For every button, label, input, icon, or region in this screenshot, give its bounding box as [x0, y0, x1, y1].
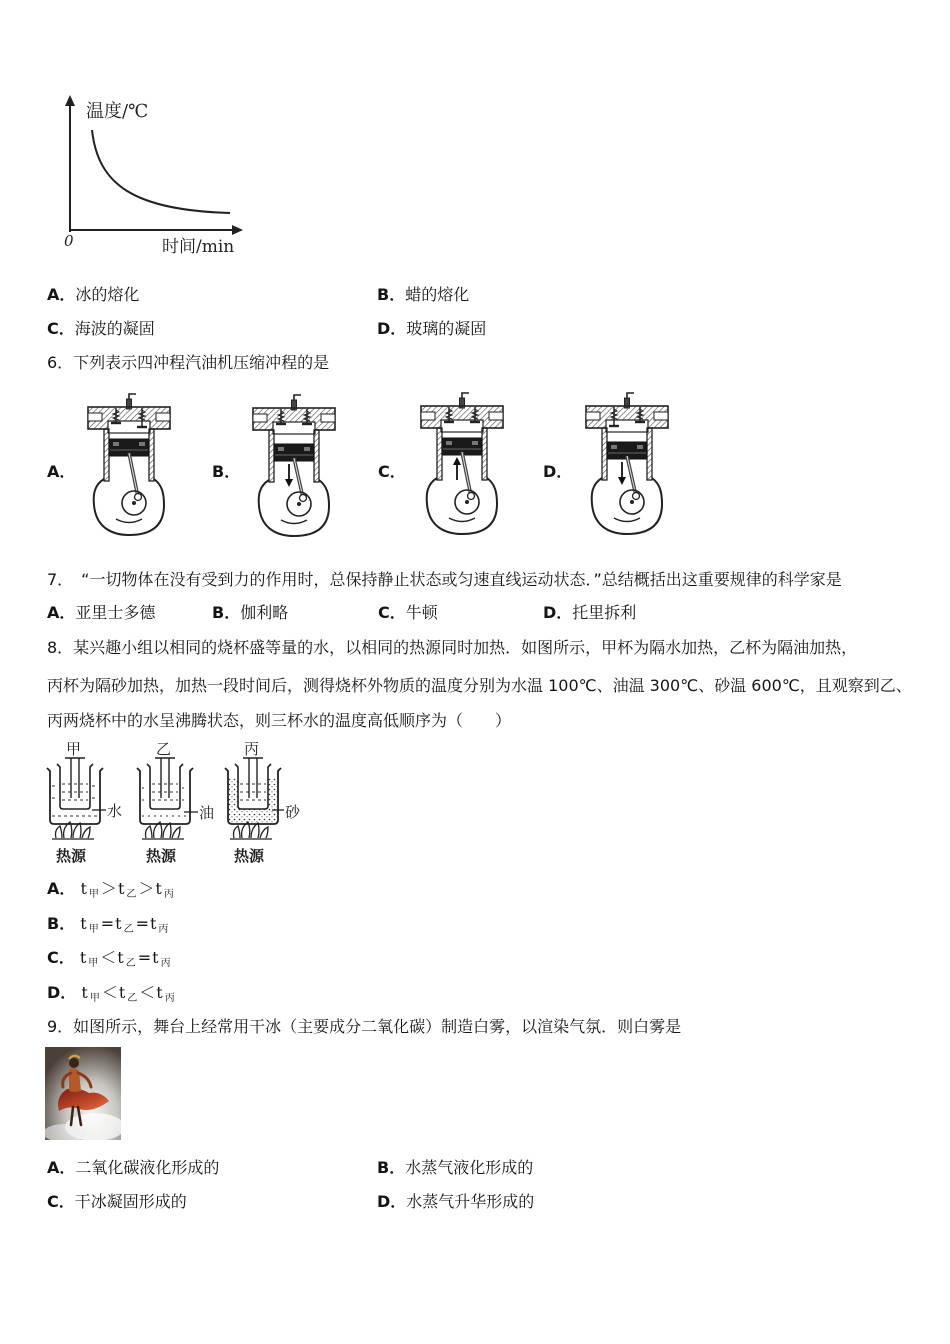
- intake-port: [88, 413, 102, 421]
- option-label: B．: [47, 914, 76, 933]
- engine-diagram-d: [582, 392, 672, 537]
- q5-option-b: [377, 285, 469, 305]
- q5-option-c: [47, 319, 155, 339]
- operator: ＜: [100, 948, 117, 967]
- x-axis-arrow: [232, 225, 243, 235]
- heat-source-label: 热源: [146, 847, 177, 865]
- option-text: 海波的凝固: [74, 319, 155, 338]
- crank-center: [465, 500, 469, 504]
- inner-beaker: [235, 764, 271, 809]
- crankcase-mark: [281, 520, 307, 524]
- beaker-heating-figure: [40, 738, 312, 868]
- q8-stem-line-2: 丙杯为隔砂加热，加热一段时间后，测得烧杯外物质的温度分别为水温 100℃、油温 300℃、砂温 600℃，且观察到乙、: [47, 676, 912, 695]
- option-label: C．: [47, 1192, 75, 1211]
- crank-pin: [300, 495, 307, 502]
- y-axis-arrow: [65, 95, 75, 106]
- variable: t: [79, 948, 87, 967]
- q6-option-a-label: [47, 462, 75, 482]
- variable: t: [80, 879, 87, 898]
- subscript: 乙: [126, 889, 137, 900]
- engine-diagram-a: [84, 393, 174, 538]
- q7-option-c: [378, 603, 438, 623]
- option-text: 亚里士多德: [75, 603, 156, 622]
- q9-option-a: [47, 1158, 219, 1178]
- crankcase: [94, 479, 164, 535]
- q7-option-a: [47, 603, 155, 623]
- q5-option-d: [377, 319, 486, 339]
- option-label: D．: [377, 1192, 407, 1211]
- piston-down-arrow-icon: [285, 464, 293, 487]
- q6-option-c-label: [378, 462, 406, 482]
- y-axis-label: 温度/℃: [86, 101, 149, 122]
- crankcase-mark: [116, 519, 142, 523]
- piston-up-arrow-icon: [453, 457, 461, 480]
- q5-option-a: [47, 285, 139, 305]
- crank-pin: [468, 493, 475, 500]
- option-label: C．: [378, 603, 406, 622]
- option-label: A．: [47, 1158, 76, 1177]
- cooling-curve: [92, 130, 230, 213]
- beaker-name: 丙: [244, 740, 260, 758]
- medium-label: 油: [199, 804, 215, 822]
- exhaust-port: [654, 412, 668, 420]
- option-label: C．: [378, 462, 406, 481]
- beaker-name: 乙: [156, 740, 172, 758]
- heat-source-label: 热源: [56, 847, 87, 865]
- operator: ＞: [100, 879, 117, 898]
- option-label: D．: [47, 983, 77, 1002]
- temperature-time-graph: [50, 92, 260, 264]
- subscript: 丙: [160, 958, 171, 969]
- option-label: B．: [377, 285, 406, 304]
- option-label: C．: [47, 948, 75, 967]
- subscript: 甲: [89, 993, 100, 1004]
- crankcase-mark: [449, 518, 475, 522]
- cylinder-wall-left: [437, 428, 442, 480]
- option-label: B．: [212, 462, 241, 481]
- operator: ＞: [138, 879, 155, 898]
- piston-down-arrow-icon: [618, 462, 626, 485]
- subscript: 丙: [158, 924, 169, 935]
- subscript: 乙: [127, 993, 138, 1004]
- option-text: 干冰凝固形成的: [74, 1192, 187, 1211]
- inner-water: [62, 784, 88, 800]
- beaker-jia: [47, 740, 122, 865]
- option-text: 蜡的熔化: [405, 285, 470, 304]
- option-text: 二氧化碳液化形成的: [75, 1158, 220, 1177]
- option-label: A．: [47, 462, 76, 481]
- dancer-head: [69, 1058, 79, 1068]
- operator: =: [135, 914, 149, 933]
- engine-diagram-b: [249, 394, 339, 539]
- cylinder-wall-right: [647, 428, 652, 480]
- crankcase: [259, 480, 329, 536]
- option-text: 玻璃的凝固: [406, 319, 487, 338]
- q6-option-d-label: [543, 462, 572, 482]
- subscript: 甲: [88, 958, 99, 969]
- variable: t: [81, 983, 88, 1002]
- q8-stem-line-1: 8．某兴趣小组以相同的烧杯盛等量的水，以相同的热源同时加热．如图所示，甲杯为隔水加热，乙杯为隔油加热，: [47, 638, 858, 657]
- subscript: 丙: [163, 889, 174, 900]
- variable: t: [115, 914, 122, 933]
- beaker-yi: [137, 740, 214, 865]
- q8-option-c: [47, 948, 172, 974]
- subscript: 甲: [88, 889, 99, 900]
- variable: t: [117, 879, 125, 898]
- q8-option-b: [47, 914, 169, 940]
- medium-label: 砂: [285, 803, 301, 821]
- subscript: 乙: [125, 958, 136, 969]
- stage-dry-ice-photo: [45, 1047, 121, 1140]
- option-label: A．: [47, 879, 76, 898]
- operator: =: [137, 948, 152, 967]
- option-text: 伽利略: [240, 603, 289, 622]
- cylinder-wall-right: [149, 429, 154, 481]
- q8-option-a: [47, 879, 175, 905]
- q7-option-b: [212, 603, 288, 623]
- q8-stem-line-3: 丙两烧杯中的水呈沸腾状态，则三杯水的温度高低顺序为（ ）: [47, 711, 512, 730]
- intake-port: [253, 414, 267, 422]
- q9-option-d: [377, 1192, 534, 1212]
- subscript: 乙: [123, 924, 134, 935]
- outer-water: [52, 786, 98, 816]
- q7-option-d: [543, 603, 636, 623]
- inner-water: [152, 784, 178, 800]
- inner-beaker: [147, 764, 183, 809]
- crank-center: [630, 500, 634, 504]
- crankcase: [427, 478, 497, 534]
- crank-pin: [135, 494, 142, 501]
- heat-source-label: 热源: [234, 847, 265, 865]
- engine-drawing: [84, 393, 174, 538]
- option-label: D．: [377, 319, 407, 338]
- q9-stem: 9．如图所示，舞台上经常用干冰（主要成分二氧化碳）制造白雾，以渲染气氛．则白雾是: [47, 1017, 682, 1036]
- origin-label: 0: [64, 232, 74, 250]
- cylinder-wall-left: [602, 428, 607, 480]
- engine-drawing: [582, 392, 672, 537]
- crank-pin: [633, 493, 640, 500]
- engine-drawing: [417, 392, 507, 537]
- option-label: D．: [543, 462, 573, 481]
- q8-option-d: [47, 983, 176, 1009]
- subscript: 甲: [88, 924, 99, 935]
- variable: t: [155, 879, 162, 898]
- variable: t: [118, 983, 126, 1002]
- option-text: 水蒸气液化形成的: [405, 1158, 534, 1177]
- option-text: 托里拆利: [572, 603, 637, 622]
- crank-center: [297, 502, 301, 506]
- cylinder-wall-right: [482, 428, 487, 480]
- option-text: 冰的熔化: [75, 285, 140, 304]
- variable: t: [152, 948, 159, 967]
- option-label: B．: [212, 603, 241, 622]
- q6-option-b-label: [212, 462, 240, 482]
- q7-stem: 7． “一切物体在没有受到力的作用时，总保持静止状态或匀速直线运动状态．”总结概括出这重要规律的科学家是: [47, 570, 842, 589]
- operator: =: [100, 914, 115, 933]
- variable: t: [117, 948, 124, 967]
- inner-beaker: [57, 764, 93, 809]
- option-label: C．: [47, 319, 75, 338]
- beaker-bing: [225, 740, 301, 865]
- q9-option-c: [47, 1192, 187, 1212]
- engine-diagram-c: [417, 392, 507, 537]
- medium-label: 水: [107, 802, 123, 820]
- beaker-name: 甲: [66, 740, 82, 758]
- option-label: A．: [47, 603, 76, 622]
- option-text: 牛顿: [405, 603, 438, 622]
- subscript: 丙: [164, 993, 175, 1004]
- variable: t: [156, 983, 163, 1002]
- crankcase: [592, 478, 662, 534]
- cylinder-wall-right: [314, 430, 319, 482]
- intake-port: [421, 412, 435, 420]
- operator: ＜: [139, 983, 156, 1002]
- option-label: B．: [377, 1158, 406, 1177]
- engine-drawing: [249, 394, 339, 539]
- option-label: D．: [543, 603, 573, 622]
- option-text: 水蒸气升华形成的: [406, 1192, 535, 1211]
- exhaust-port: [156, 413, 170, 421]
- intake-port: [586, 412, 600, 420]
- cylinder-wall-left: [269, 430, 274, 482]
- cylinder-wall-left: [104, 429, 109, 481]
- variable: t: [80, 914, 87, 933]
- exhaust-port: [321, 414, 335, 422]
- crankcase-mark: [614, 518, 640, 522]
- crank-center: [132, 501, 136, 505]
- option-label: A．: [47, 285, 76, 304]
- exhaust-port: [489, 412, 503, 420]
- q9-option-b: [377, 1158, 533, 1178]
- x-axis-label: 时间/min: [162, 237, 235, 257]
- variable: t: [149, 914, 157, 933]
- q6-stem: 6．下列表示四冲程汽油机压缩冲程的是: [47, 353, 330, 372]
- operator: ＜: [101, 983, 118, 1002]
